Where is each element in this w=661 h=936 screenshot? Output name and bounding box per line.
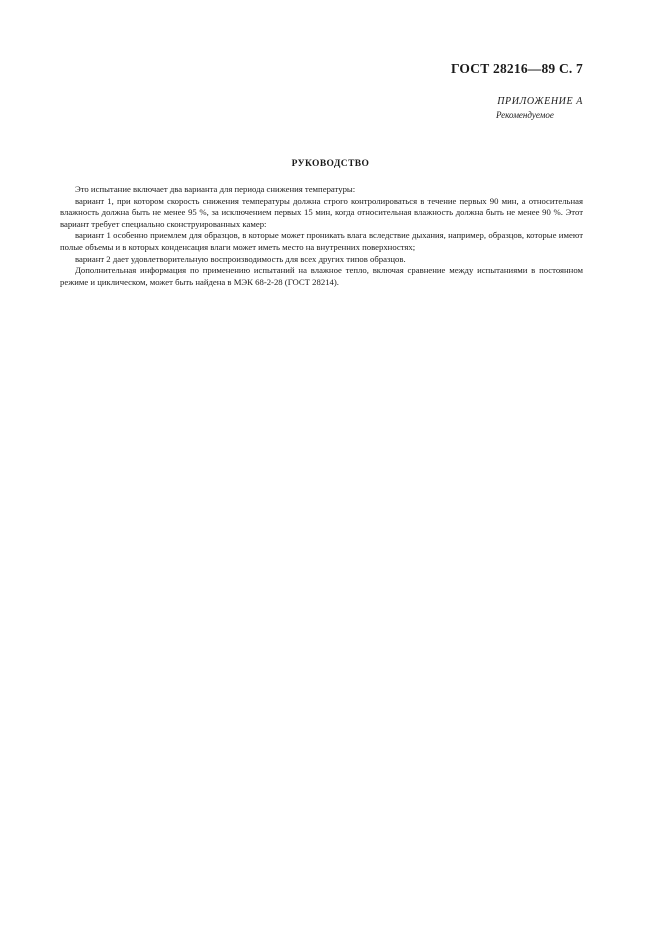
section-title: РУКОВОДСТВО (291, 159, 370, 169)
appendix-title: ПРИЛОЖЕНИЕ А (497, 96, 583, 107)
paragraph-variant-1-use: вариант 1 особенно приемлем для образцов, в которые может проникать влага вследствие дыхания, например, образцов, которые имеют полые объемы и в которых конденсация влаги может иметь место на внутренних поверхностях; (60, 230, 583, 252)
paragraph-intro: Это испытание включает два варианта для периода снижения температуры: (75, 184, 356, 194)
paragraph-additional-info: Дополнительная информация по применению испытаний на влажное тепло, включая сравнение между испытаниями в постоянном режиме и циклическом, может быть найдена в МЭК 68-2-28 (ГОСТ 28214). (60, 265, 583, 287)
paragraph-variant-2: вариант 2 дает удовлетворительную воспроизводимость для всех других типов образцов. (75, 253, 406, 264)
document-code: ГОСТ 28216—89 С. 7 (450, 61, 583, 76)
appendix-status: Рекомендуемое (496, 110, 554, 120)
paragraph-variant-1: вариант 1, при котором скорость снижения температуры должна строго контролироваться в течение первых 90 мин, а относительная влажность должна быть не менее 95 %, за исключением первых 15 мин, когда относительная влажность должна быть не менее 90 %. Этот вариант требует специально сконструированных камер: (60, 195, 583, 229)
body-text (60, 184, 583, 288)
